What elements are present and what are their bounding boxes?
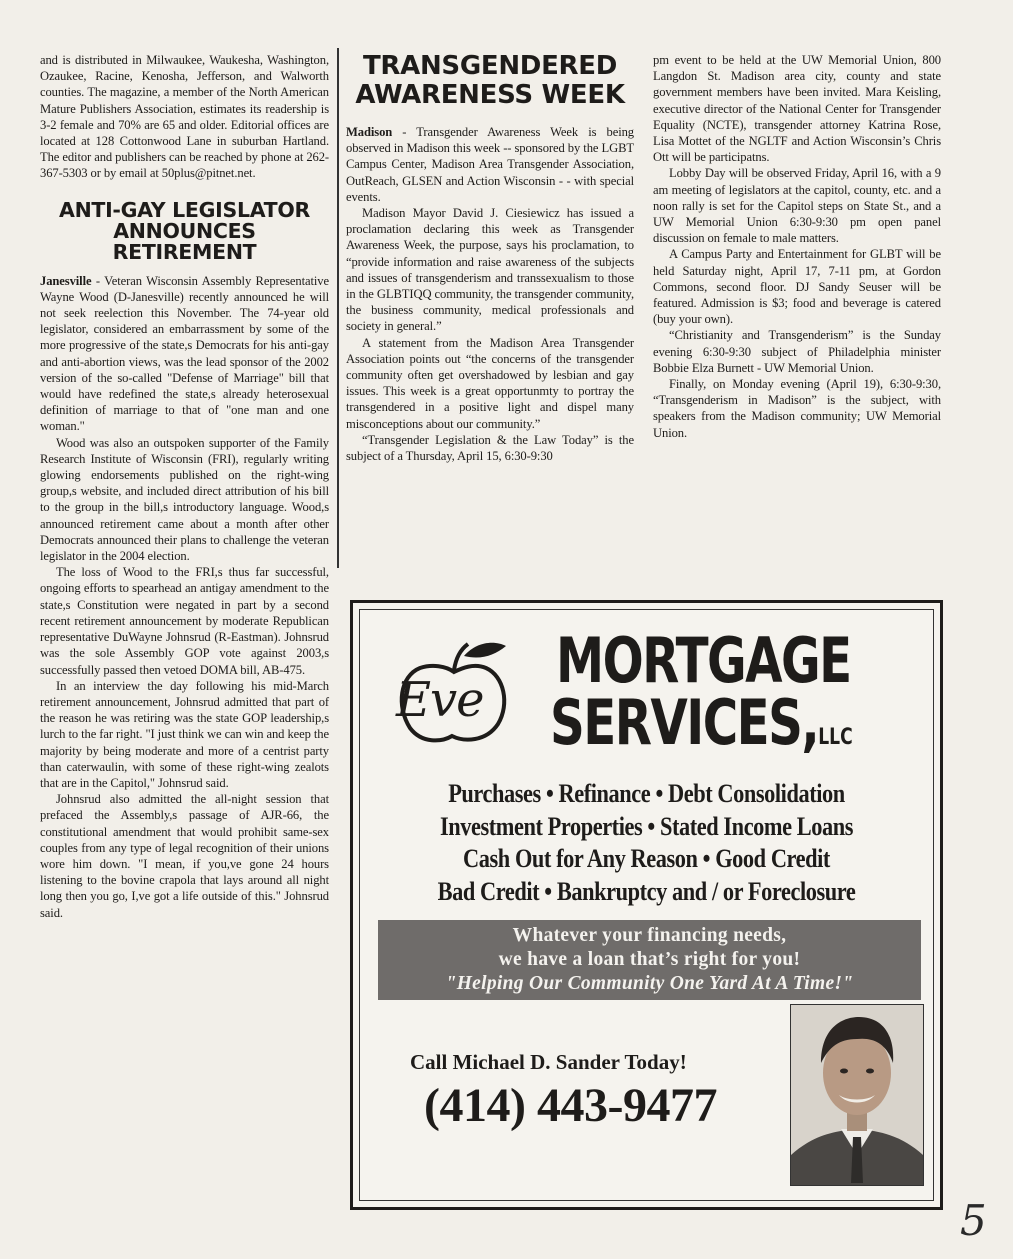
article-paragraph: Finally, on Monday evening (April 19), 6:30-9:30, “Transgenderism in Madison” is the subject, with speakers from the Madison community; UW Memorial Union. xyxy=(653,377,941,440)
brand-llc: LLC xyxy=(818,725,853,750)
article-paragraph xyxy=(346,124,634,205)
paragraph-text: - Veteran Wisconsin Assembly Representative Wayne Wood (D-Janesville) recently announced he will not seek reelection this November. The 74-year old legislator, considered an embarrassment by some of the more progressive of the state,s Democrats for his anti-gay and anti-abortion views, was the lead sponsor of the 2002 version of the so-called "Defense of Marriage" bill that would have redefined the state,s already heterosexual definition of marriage to that of "one man and one woman." xyxy=(40,273,329,434)
banner-tagline: "Helping Our Community One Yard At A Time!" xyxy=(445,973,854,994)
eve-logo xyxy=(390,636,540,746)
column-divider xyxy=(337,48,339,568)
article-paragraph: pm event to be held at the UW Memorial Union, 800 Langdon St. Madison area city, county and state government members have been invited. Mara Keisling, executive director of the National Center for Transgender Equality (NCTE), transgender attorney Katrina Rose, Lisa Mottet of the NGLTF and Action Wisconsin’s Chris Ott will be participatns. xyxy=(653,53,941,165)
services-line: Investment Properties • Stated Income Loans xyxy=(439,811,854,841)
call-to-action: Call Michael D. Sander Today! xyxy=(410,1050,687,1074)
article-paragraph: Lobby Day will be observed Friday, April 16, with a 9 am meeting of legislators at the capitol, county, etc. and a noon rally is set for the Capitol steps on State St., and a UW Memorial Union 6:30-9:30 pm open panel discussion on female to male matters. xyxy=(653,166,941,246)
services-line: Cash Out for Any Reason • Good Credit xyxy=(463,844,830,873)
services-list xyxy=(360,778,933,908)
article-paragraph xyxy=(40,273,329,435)
article-paragraph: “Christianity and Transgenderism” is the Sunday evening 6:30-9:30 subject of Philadelphia minister Bobbie Elza Burnett - UW Memorial Union. xyxy=(653,328,941,375)
person-portrait-icon xyxy=(791,1005,923,1185)
article-paragraph: In an interview the day following his mid-March retirement announcement, Johnsrud admitted that part of the reason he was retiring was the state GOP leadership,s lurch to the far right. "I just think we can win and keep the majority by being moderate and more of a centrist party than caterwaulin, with some of these right-wing zealots that are in the Capitol," Johnsrud said. xyxy=(40,678,329,790)
brand-name-line2 xyxy=(550,686,853,769)
ad-inner-border xyxy=(359,609,934,1201)
dateline: Madison xyxy=(346,125,393,139)
article-paragraph: The loss of Wood to the FRI,s thus far successful, ongoing efforts to spearhead an antigay amendment to the state,s Constitution were negated in part by a second recent retirement announcement by moderate Republican representative DuWayne Johnsrud (R-Eastman). Johnsrud was the sole Assembly GOP vote against 2003,s successfully passed then vetoed DOMA bill, AB-475. xyxy=(40,565,329,677)
paragraph-text: - Transgender Awareness Week is being observed in Madison this week -- sponsored by the LGBT Campus Center, Madison Area Transgender Association, OutReach, GLSEN and Action Wisconsin - - with special events. xyxy=(346,125,634,204)
column-right xyxy=(653,52,941,441)
banner-line: we have a loan that’s right for you! xyxy=(498,949,801,970)
article-paragraph: Johnsrud also admitted the all-night session that prefaced the Assembly,s passage of AJR-66, the constitutional amendment that would prohibit same-sex couples from any type of legal recognition of their unions wore him down. "I mean, if you,ve gone 24 hours listening to the bovine crapola that lays around all night long then you go, I,ve got a life outside of this." Johnsrud said. xyxy=(40,792,329,920)
services-line: Bad Credit • Bankruptcy and / or Foreclosure xyxy=(437,876,856,906)
phone-number: (414) 443-9477 xyxy=(424,1079,717,1132)
logo-wordmark: Eve xyxy=(396,672,484,728)
headline-anti-gay-legislator: ANTI-GAY LEGISLATOR ANNOUNCES RETIREMENT xyxy=(59,197,310,264)
article-paragraph: A Campus Party and Entertainment for GLBT will be held Saturday night, April 17, 7-11 pm, at Gordon Commons, second floor. DJ Sandy Seuser will be featured. Admission is $3; food and beverage is catered (buy your own). xyxy=(653,247,941,327)
article-paragraph: “Transgender Legislation & the Law Today” is the subject of a Thursday, April 15, 6:30-9:30 xyxy=(346,432,634,464)
agent-photo xyxy=(790,1004,924,1186)
mortgage-advertisement xyxy=(350,600,943,1210)
article-paragraph: Madison Mayor David J. Ciesiewicz has issued a proclamation declaring this week as Transgender Awareness Week, the purpose, says his proclamation, to “provide information and raise awareness of the subjects and issues of transgenderism and transsexualism to those in the GLBTIQQ community, the transgender community, the business community, medical professionals and society in general.” xyxy=(346,206,634,334)
page-number: 5 xyxy=(960,1196,987,1245)
column-middle xyxy=(346,52,634,464)
headline-transgendered-awareness-week: TRANSGENDERED AWARENESS WEEK xyxy=(355,51,625,110)
article-continuation: and is distributed in Milwaukee, Waukesha, Washington, Ozaukee, Racine, Kenosha, Jefferson, and Walworth counties. The magazine, a member of the North American Mature Publishers Association, estimates its readership is 3-2 female and 70% are 65 and older. Editorial offices are located at 128 Cottonwood Lane in suburban Hartland. The editor and publishers can be reached by phone at 262-367-5303 or by email at 50plus@pitnet.net. xyxy=(40,53,329,181)
brand-name-line1: MORTGAGE xyxy=(556,624,851,697)
column-left xyxy=(40,52,329,921)
brand-services: SERVICES, xyxy=(550,686,819,759)
dateline: Janesville xyxy=(40,273,92,288)
banner-line: Whatever your financing needs, xyxy=(512,925,787,946)
slogan-banner xyxy=(378,920,921,1000)
article-paragraph: Wood was also an outspoken supporter of the Family Research Institute of Wisconsin (FRI), regularly writing glowing endorsements published on the right-wing group,s website, and included direct attribution of his bill to the group in the bill,s introductory language. Wood,s announced retirement came about a month after other Democrats announced their plans to challenge the veteran legislator in the 2004 election. xyxy=(40,435,329,564)
article-paragraph: A statement from the Madison Area Transgender Association points out “the concerns of the transgender community often get overshadowed by lesbian and gay issues. This week is a great opportunmty to portray the transgendered in a positive light and dispel many misconceptions about our community.” xyxy=(346,335,634,431)
services-line: Purchases • Refinance • Debt Consolidation xyxy=(448,779,845,808)
